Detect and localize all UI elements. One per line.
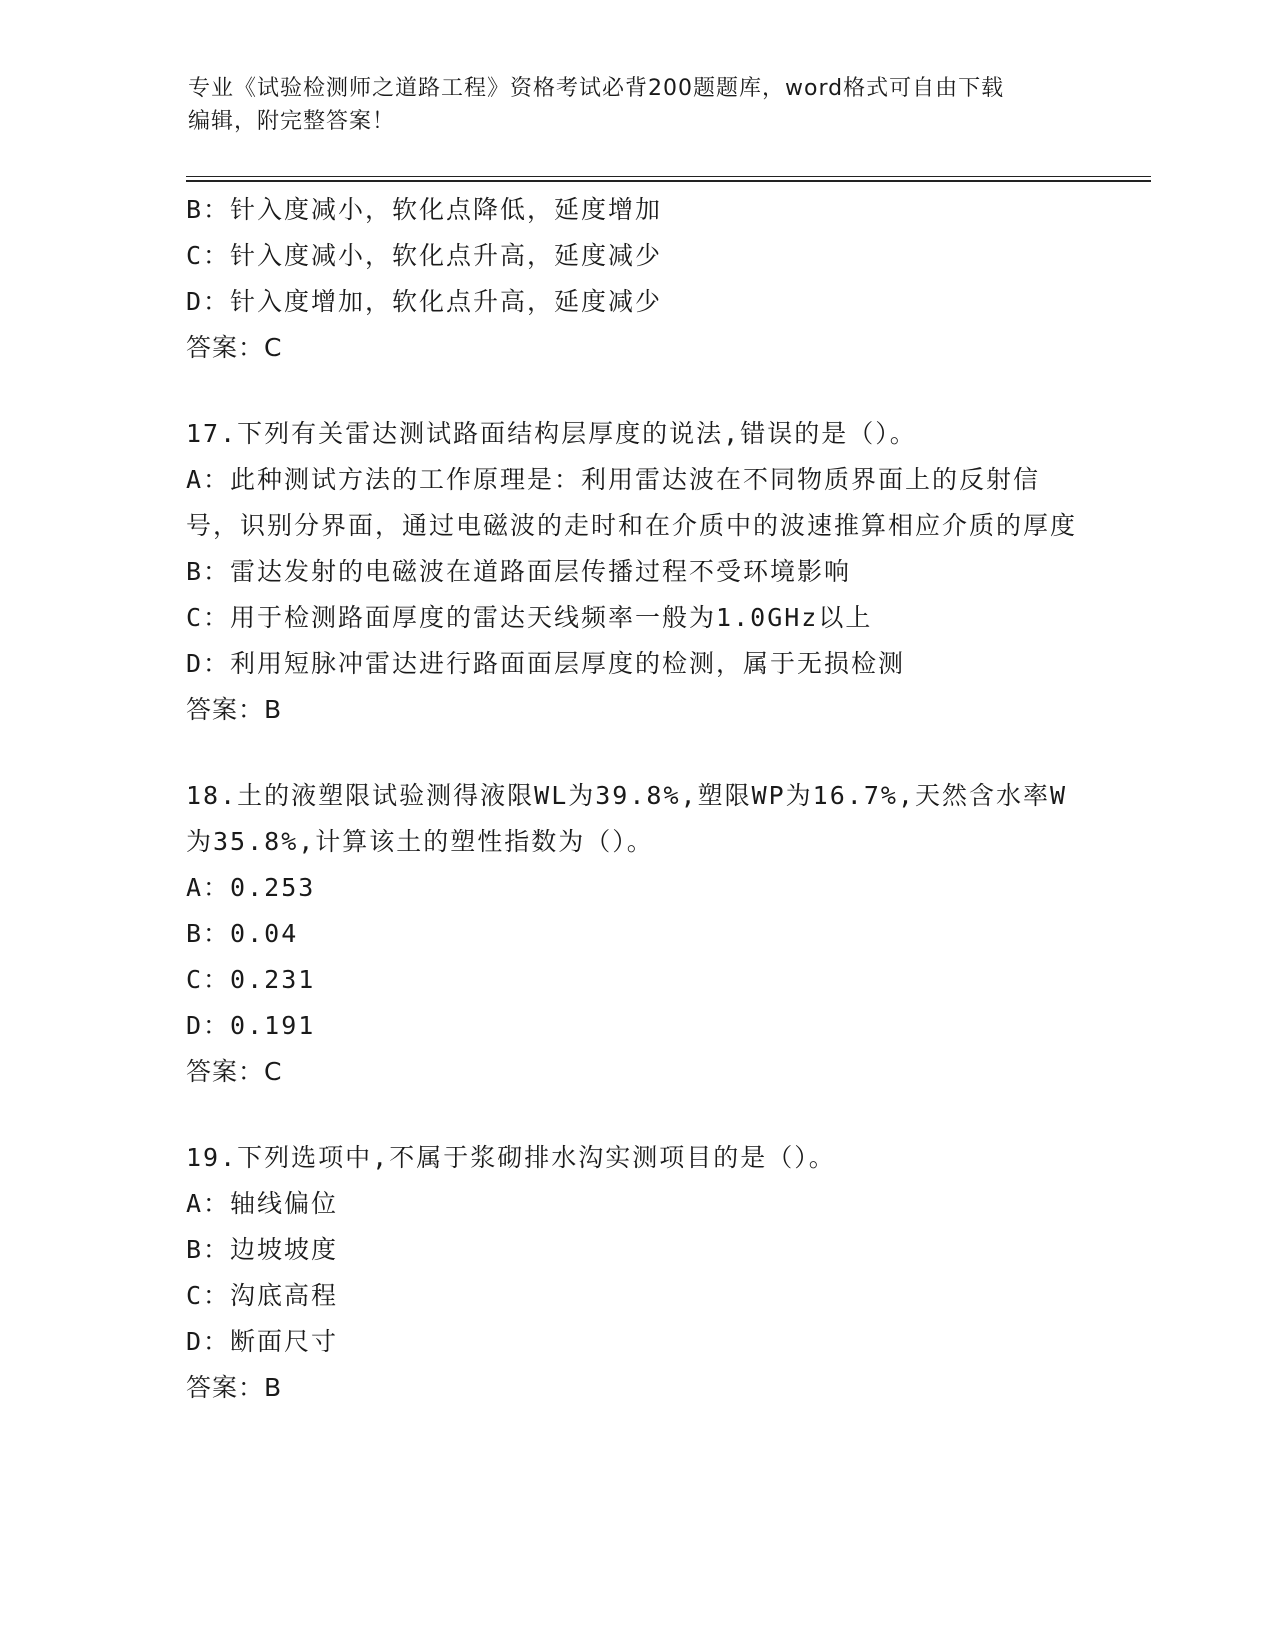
answer: 答案：C: [186, 1057, 283, 1086]
answer: 答案：C: [186, 333, 283, 362]
question-16-block: [186, 187, 1086, 371]
option-c: C：0.231: [186, 965, 316, 994]
question-18-block: [186, 773, 1086, 1095]
option-a: A：轴线偏位: [186, 1189, 339, 1218]
option-d: D：0.191: [186, 1011, 316, 1040]
option-d: D：利用短脉冲雷达进行路面面层厚度的检测，属于无损检测: [186, 649, 906, 678]
document-header: [188, 72, 1088, 138]
question-text: 19.下列选项中,不属于浆砌排水沟实测项目的是（）。: [186, 1143, 836, 1172]
question-text: 18.土的液塑限试验测得液限WL为39.8%,塑限WP为16.7%,天然含水率W为35.8%,计算该土的塑性指数为（）。: [186, 781, 1068, 856]
answer: 答案：B: [186, 695, 283, 724]
question-17-block: [186, 411, 1086, 733]
option-c: C：用于检测路面厚度的雷达天线频率一般为1.0GHz以上: [186, 603, 873, 632]
option-d: D：针入度增加，软化点升高，延度减少: [186, 287, 663, 316]
header-line-2: 编辑，附完整答案！: [188, 109, 396, 134]
header-divider-thin: [186, 176, 1151, 177]
option-a: A：此种测试方法的工作原理是：利用雷达波在不同物质界面上的反射信号，识别分界面，通过电磁波的走时和在介质中的波速推算相应介质的厚度: [186, 465, 1078, 540]
question-text: 17.下列有关雷达测试路面结构层厚度的说法,错误的是（）。: [186, 419, 917, 448]
answer: 答案：B: [186, 1373, 283, 1402]
option-b: B：针入度减小，软化点降低，延度增加: [186, 195, 663, 224]
question-list: [186, 187, 1086, 1411]
question-19-block: [186, 1135, 1086, 1411]
option-c: C：针入度减小，软化点升高，延度减少: [186, 241, 663, 270]
option-a: A：0.253: [186, 873, 316, 902]
header-line-1: 专业《试验检测师之道路工程》资格考试必背200题题库，word格式可自由下载: [188, 76, 1005, 101]
option-b: B：雷达发射的电磁波在道路面层传播过程不受环境影响: [186, 557, 852, 586]
option-b: B：边坡坡度: [186, 1235, 339, 1264]
option-c: C：沟底高程: [186, 1281, 339, 1310]
option-d: D：断面尺寸: [186, 1327, 339, 1356]
option-b: B：0.04: [186, 919, 299, 948]
header-divider-thick: [186, 180, 1151, 182]
